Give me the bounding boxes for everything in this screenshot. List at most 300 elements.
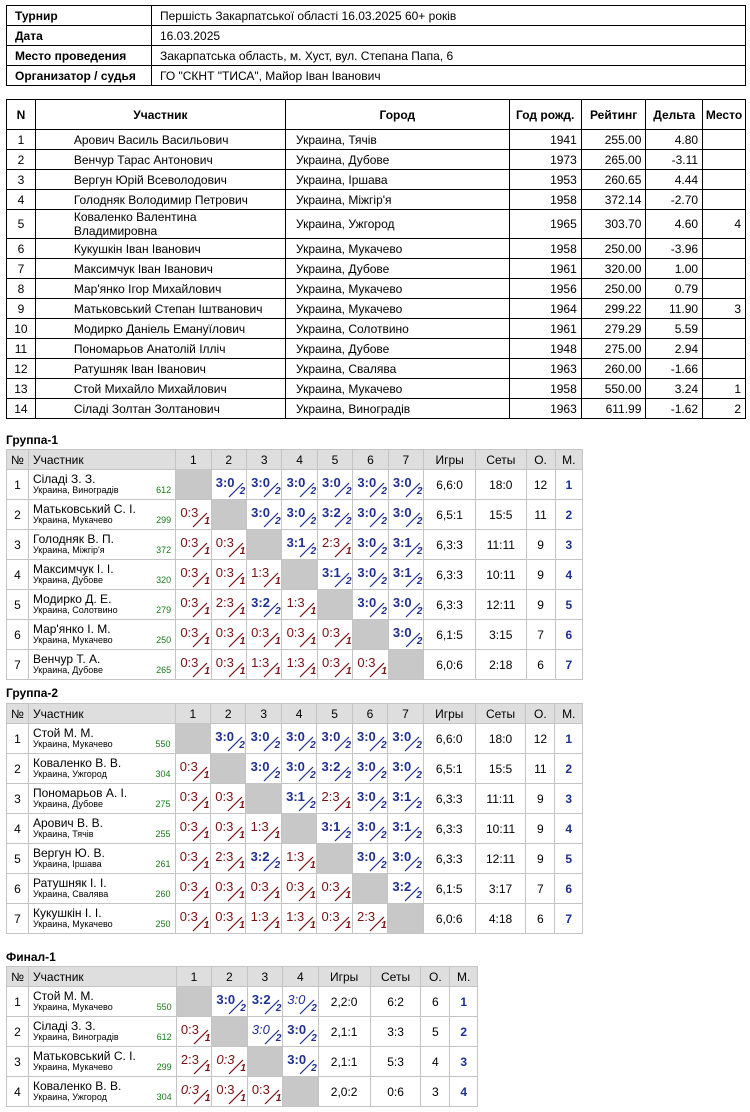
win-result <box>390 726 420 752</box>
games-cell: 2,2:0 <box>318 987 370 1017</box>
match-points: 1 <box>345 889 352 901</box>
match-result-cell <box>281 874 316 904</box>
set-score: 3:0 <box>251 504 270 520</box>
games-cell: 6,0:6 <box>424 650 476 680</box>
participant-cell: 3 <box>7 170 36 190</box>
participant-cell: -1.62 <box>646 399 703 419</box>
win-result <box>285 1019 315 1045</box>
place-cell: 3 <box>555 784 583 814</box>
player-cell <box>29 987 177 1017</box>
participant-cell: 1961 <box>509 259 581 279</box>
win-result <box>355 786 385 812</box>
match-points: 1 <box>239 635 246 647</box>
place-cell: 3 <box>450 1047 478 1077</box>
points-cell: 11 <box>526 500 555 530</box>
match-result-cell <box>282 650 317 680</box>
group-column-header: 5 <box>317 704 352 724</box>
win-result <box>320 502 350 528</box>
match-points: 1 <box>239 859 245 871</box>
win-result <box>320 562 350 588</box>
loss-result <box>249 906 279 932</box>
win-result <box>284 726 314 752</box>
points-cell: 12 <box>526 470 555 500</box>
self-match-cell <box>176 470 211 500</box>
win-result <box>390 816 420 842</box>
participant-cell: Ратушняк Іван Іванович <box>35 359 285 379</box>
participant-row <box>7 190 746 210</box>
match-result-cell <box>246 650 281 680</box>
group-row <box>7 590 583 620</box>
group-row <box>7 874 583 904</box>
match-result-cell <box>283 1017 318 1047</box>
participant-cell: 260.00 <box>581 359 646 379</box>
participant-cell: 13 <box>7 379 36 399</box>
place-cell: 1 <box>555 724 583 754</box>
player-name: Модирко Д. Е. <box>32 592 112 606</box>
match-result-cell <box>246 500 281 530</box>
match-points: 2 <box>416 739 422 751</box>
participant-cell: 6 <box>7 239 36 259</box>
points-cell: 9 <box>526 844 555 874</box>
match-points: 2 <box>311 1002 317 1014</box>
player-meta <box>33 485 171 496</box>
sets-cell: 3:17 <box>475 874 525 904</box>
participant-cell: 1948 <box>509 339 581 359</box>
self-match-cell <box>176 987 211 1017</box>
match-points: 2 <box>416 889 422 901</box>
points-cell: 9 <box>526 530 555 560</box>
match-result-cell <box>388 470 423 500</box>
set-score: 0:3 <box>357 654 376 670</box>
player-cell <box>28 590 175 620</box>
set-score: 3:0 <box>356 758 376 774</box>
match-result-cell <box>388 500 423 530</box>
column-header: Дельта <box>646 100 703 130</box>
loss-result <box>285 622 315 648</box>
group-column-header: 2 <box>212 967 247 987</box>
player-name: Стой М. М. <box>33 989 94 1003</box>
match-result-cell <box>317 530 352 560</box>
match-points: 1 <box>239 799 245 811</box>
set-score: 3:0 <box>357 564 377 580</box>
match-result-cell <box>246 754 281 784</box>
self-match-cell <box>388 904 423 934</box>
match-result-cell <box>282 500 317 530</box>
loss-result <box>179 1049 209 1075</box>
group-column-header: М. <box>555 704 583 724</box>
set-score: 3:0 <box>251 474 270 490</box>
self-match-cell <box>352 874 387 904</box>
participant-cell <box>703 259 746 279</box>
group-column-header: 7 <box>388 450 423 470</box>
group-column-header: О. <box>526 450 555 470</box>
player-cell <box>29 1047 177 1077</box>
participant-cell: 10 <box>7 319 36 339</box>
participant-cell: Украина, Дубове <box>286 150 510 170</box>
group-row <box>7 650 583 680</box>
match-result-cell <box>353 560 388 590</box>
participant-row <box>7 359 746 379</box>
loss-result <box>178 906 208 932</box>
win-result <box>355 816 385 842</box>
match-points: 2 <box>311 1062 317 1074</box>
participant-row <box>7 399 746 419</box>
participant-cell: 1941 <box>509 130 581 150</box>
match-result-cell <box>212 1077 247 1107</box>
group-row <box>7 904 583 934</box>
match-points: 2 <box>310 485 317 497</box>
loss-result <box>285 652 315 678</box>
self-match-cell <box>353 620 388 650</box>
place-cell: 3 <box>555 530 582 560</box>
player-rating: 250 <box>156 635 172 645</box>
participant-cell <box>703 150 746 170</box>
set-score: 0:3 <box>180 564 199 580</box>
participant-cell <box>703 239 746 259</box>
match-points: 2 <box>381 485 387 497</box>
set-score: 3:0 <box>356 848 376 864</box>
match-result-cell <box>211 814 246 844</box>
set-score: 0:3 <box>321 908 340 924</box>
match-result-cell <box>317 904 352 934</box>
match-points: 1 <box>240 1062 246 1074</box>
win-result <box>391 592 421 618</box>
column-header: Место <box>703 100 746 130</box>
match-points: 2 <box>380 829 387 841</box>
loss-result <box>178 786 208 812</box>
match-points: 2 <box>310 799 316 811</box>
match-result-cell <box>211 844 246 874</box>
participant-cell: 4.44 <box>646 170 703 190</box>
sets-cell: 3:3 <box>370 1017 421 1047</box>
player-rating: 275 <box>155 799 171 809</box>
loss-result <box>179 1019 209 1045</box>
group-row <box>7 1047 478 1077</box>
player-city: Украина, Мукачево <box>33 1062 113 1072</box>
group-column-header: 1 <box>176 967 211 987</box>
match-points: 2 <box>275 1032 282 1044</box>
match-result-cell <box>176 590 211 620</box>
self-match-cell <box>246 784 281 814</box>
set-score: 3:0 <box>357 534 377 550</box>
participant-cell: 250.00 <box>581 239 646 259</box>
match-result-cell <box>281 754 316 784</box>
match-points: 1 <box>380 919 387 931</box>
row-number: 7 <box>7 904 29 934</box>
win-result <box>320 726 350 752</box>
points-cell: 7 <box>526 620 555 650</box>
player-meta <box>33 889 171 900</box>
set-score: 3:0 <box>356 818 376 834</box>
place-cell: 5 <box>555 844 583 874</box>
win-result <box>391 472 421 498</box>
group-column-header: 4 <box>283 967 318 987</box>
match-points: 2 <box>274 859 281 871</box>
self-match-cell <box>175 724 210 754</box>
match-points: 1 <box>310 859 316 871</box>
info-key: Организатор / судья <box>7 66 152 86</box>
match-points: 1 <box>274 889 281 901</box>
group-row <box>7 1017 478 1047</box>
match-points: 2 <box>311 1032 317 1044</box>
match-points: 2 <box>416 769 422 781</box>
set-score: 0:3 <box>215 654 234 670</box>
participant-cell: 299.22 <box>581 299 646 319</box>
participant-cell: Украина, Тячів <box>286 130 510 150</box>
match-points: 2 <box>380 799 387 811</box>
participant-cell: 11 <box>7 339 36 359</box>
participant-cell: 279.29 <box>581 319 646 339</box>
player-rating: 304 <box>155 769 171 779</box>
participant-cell: 550.00 <box>581 379 646 399</box>
player-rating: 255 <box>155 829 171 839</box>
win-result <box>355 756 385 782</box>
match-result-cell <box>176 1077 211 1107</box>
player-city: Украина, Мукачево <box>32 515 113 525</box>
set-score: 3:2 <box>392 878 412 894</box>
match-result-cell <box>317 874 352 904</box>
participant-cell <box>703 319 746 339</box>
participant-cell: 1973 <box>509 150 581 170</box>
info-value: Закарпатська область, м. Хуст, вул. Степана Папа, 6 <box>152 46 746 66</box>
games-cell: 6,3:3 <box>423 784 475 814</box>
match-result-cell <box>352 814 387 844</box>
points-cell: 4 <box>421 1047 450 1077</box>
loss-result <box>179 1079 209 1105</box>
match-points: 2 <box>345 769 352 781</box>
sets-cell: 10:11 <box>476 560 526 590</box>
match-result-cell <box>282 470 317 500</box>
self-match-cell <box>212 1017 247 1047</box>
row-number: 3 <box>7 530 29 560</box>
player-name: Матьковський С. І. <box>33 1049 136 1063</box>
set-score: 3:0 <box>356 788 376 804</box>
row-number: 5 <box>7 590 29 620</box>
player-city: Украина, Іршава <box>32 859 102 869</box>
group-row <box>7 814 583 844</box>
match-result-cell <box>352 904 387 934</box>
participant-cell: Украина, Мукачево <box>286 299 510 319</box>
group-column-header: Участник <box>28 704 175 724</box>
sets-cell: 0:6 <box>370 1077 421 1107</box>
loss-result <box>178 502 208 528</box>
loss-result <box>213 786 243 812</box>
win-result <box>213 726 243 752</box>
games-cell: 6,3:3 <box>424 530 476 560</box>
player-meta <box>33 635 171 646</box>
participant-cell: Украина, Мукачево <box>286 239 510 259</box>
row-number: 1 <box>7 724 29 754</box>
player-meta <box>33 665 171 676</box>
player-name: Пономарьов А. І. <box>32 786 128 800</box>
participant-cell: Украина, Ужгород <box>286 210 510 239</box>
participant-cell: 250.00 <box>581 279 646 299</box>
set-score: 0:3 <box>215 908 234 924</box>
participant-cell: 9 <box>7 299 36 319</box>
match-result-cell <box>211 620 246 650</box>
loss-result <box>249 876 279 902</box>
set-score: 0:3 <box>180 624 199 640</box>
win-result <box>355 592 385 618</box>
player-name: Кукушкін І. І. <box>32 906 102 920</box>
participant-cell: 11.90 <box>646 299 703 319</box>
participant-cell: -1.66 <box>646 359 703 379</box>
win-result <box>285 532 315 558</box>
participant-cell: 611.99 <box>581 399 646 419</box>
loss-result <box>178 532 208 558</box>
set-score: 3:1 <box>286 788 305 804</box>
set-score: 3:1 <box>392 788 412 804</box>
participant-cell <box>703 279 746 299</box>
set-score: 0:3 <box>321 878 340 894</box>
match-points: 1 <box>346 665 352 677</box>
match-result-cell <box>282 530 317 560</box>
match-result-cell <box>211 530 246 560</box>
match-result-cell <box>211 470 246 500</box>
group-column-header: 4 <box>281 704 316 724</box>
info-row <box>7 6 746 26</box>
match-result-cell <box>388 814 423 844</box>
match-result-cell <box>211 724 246 754</box>
place-cell: 4 <box>555 814 583 844</box>
match-points: 1 <box>275 575 281 587</box>
player-cell <box>28 620 175 650</box>
row-number: 4 <box>7 814 29 844</box>
participant-cell: 5 <box>7 210 36 239</box>
set-score: 0:3 <box>215 878 234 894</box>
participant-cell: Максимчук Іван Іванович <box>35 259 285 279</box>
loss-result <box>320 876 350 902</box>
match-result-cell <box>317 650 352 680</box>
win-result <box>249 756 279 782</box>
match-points: 1 <box>239 575 246 587</box>
set-score: 3:0 <box>392 848 412 864</box>
match-result-cell <box>246 590 281 620</box>
win-result <box>355 472 385 498</box>
set-score: 1:3 <box>286 594 305 610</box>
self-match-cell <box>282 560 317 590</box>
participant-row <box>7 319 746 339</box>
player-meta <box>33 829 171 840</box>
match-points: 1 <box>275 635 281 647</box>
sets-cell: 11:11 <box>476 530 526 560</box>
match-points: 2 <box>381 545 387 557</box>
info-row <box>7 66 746 86</box>
player-meta <box>33 1032 172 1043</box>
match-result-cell <box>281 724 316 754</box>
points-cell: 12 <box>526 724 555 754</box>
player-name: Коваленко В. В. <box>32 756 122 770</box>
group-column-header: 2 <box>211 450 246 470</box>
win-result <box>249 726 279 752</box>
participant-cell: 5.59 <box>646 319 703 339</box>
match-points: 1 <box>275 1092 282 1104</box>
match-result-cell <box>388 530 423 560</box>
set-score: 3:0 <box>216 991 236 1007</box>
player-city: Украина, Дубове <box>32 665 103 675</box>
player-name: Коваленко В. В. <box>33 1079 122 1093</box>
place-cell: 2 <box>555 500 582 530</box>
set-score: 3:1 <box>392 534 412 550</box>
match-points: 2 <box>416 515 423 527</box>
player-rating: 320 <box>156 575 172 585</box>
player-meta <box>33 1092 172 1103</box>
match-points: 2 <box>416 575 423 587</box>
participant-cell: 4.60 <box>646 210 703 239</box>
place-cell: 1 <box>450 987 478 1017</box>
match-points: 1 <box>310 635 317 647</box>
win-result <box>250 989 280 1015</box>
sets-cell: 3:15 <box>476 620 526 650</box>
group-row <box>7 1077 478 1107</box>
participant-cell: Украина, Іршава <box>286 170 510 190</box>
row-number: 4 <box>7 1077 29 1107</box>
set-score: 3:0 <box>215 728 235 744</box>
loss-result <box>178 816 208 842</box>
match-result-cell <box>176 560 211 590</box>
win-result <box>249 502 279 528</box>
group-row <box>7 987 478 1017</box>
place-cell: 7 <box>555 904 583 934</box>
player-cell <box>29 1017 177 1047</box>
player-rating: 550 <box>155 739 171 749</box>
win-result <box>391 532 421 558</box>
set-score: 1:3 <box>286 848 305 864</box>
match-points: 2 <box>274 769 281 781</box>
info-key: Место проведения <box>7 46 152 66</box>
win-result <box>249 846 279 872</box>
match-result-cell <box>317 724 352 754</box>
set-score: 0:3 <box>179 758 198 774</box>
place-cell: 5 <box>555 590 582 620</box>
sets-cell: 15:5 <box>476 500 526 530</box>
sets-cell: 18:0 <box>476 470 526 500</box>
player-cell <box>28 904 175 934</box>
player-cell <box>28 500 175 530</box>
group-column-header: 1 <box>176 450 211 470</box>
match-points: 1 <box>381 665 387 677</box>
match-result-cell <box>317 560 352 590</box>
win-result <box>355 502 385 528</box>
player-name: Стой М. М. <box>32 726 94 740</box>
player-cell <box>28 560 175 590</box>
match-result-cell <box>353 500 388 530</box>
player-rating: 612 <box>156 1032 172 1042</box>
match-result-cell <box>388 590 423 620</box>
match-result-cell <box>176 1017 211 1047</box>
participant-cell: 275.00 <box>581 339 646 359</box>
set-score: 3:0 <box>287 1051 307 1067</box>
match-result-cell <box>211 560 246 590</box>
participant-cell: 255.00 <box>581 130 646 150</box>
player-cell <box>28 784 175 814</box>
info-value: ГО "СКНТ "ТИСА", Майор Іван Іванович <box>152 66 746 86</box>
match-result-cell <box>283 987 318 1017</box>
participant-row <box>7 150 746 170</box>
player-cell <box>28 470 175 500</box>
match-result-cell <box>211 590 246 620</box>
match-result-cell <box>176 530 211 560</box>
set-score: 3:0 <box>286 474 306 490</box>
loss-result <box>213 846 243 872</box>
set-score: 3:0 <box>250 758 270 774</box>
match-points: 2 <box>416 859 422 871</box>
loss-result <box>250 1079 280 1105</box>
group-column-header: Сеты <box>370 967 421 987</box>
participant-cell: 2.94 <box>646 339 703 359</box>
participant-cell: -2.70 <box>646 190 703 210</box>
participant-cell: 0.79 <box>646 279 703 299</box>
